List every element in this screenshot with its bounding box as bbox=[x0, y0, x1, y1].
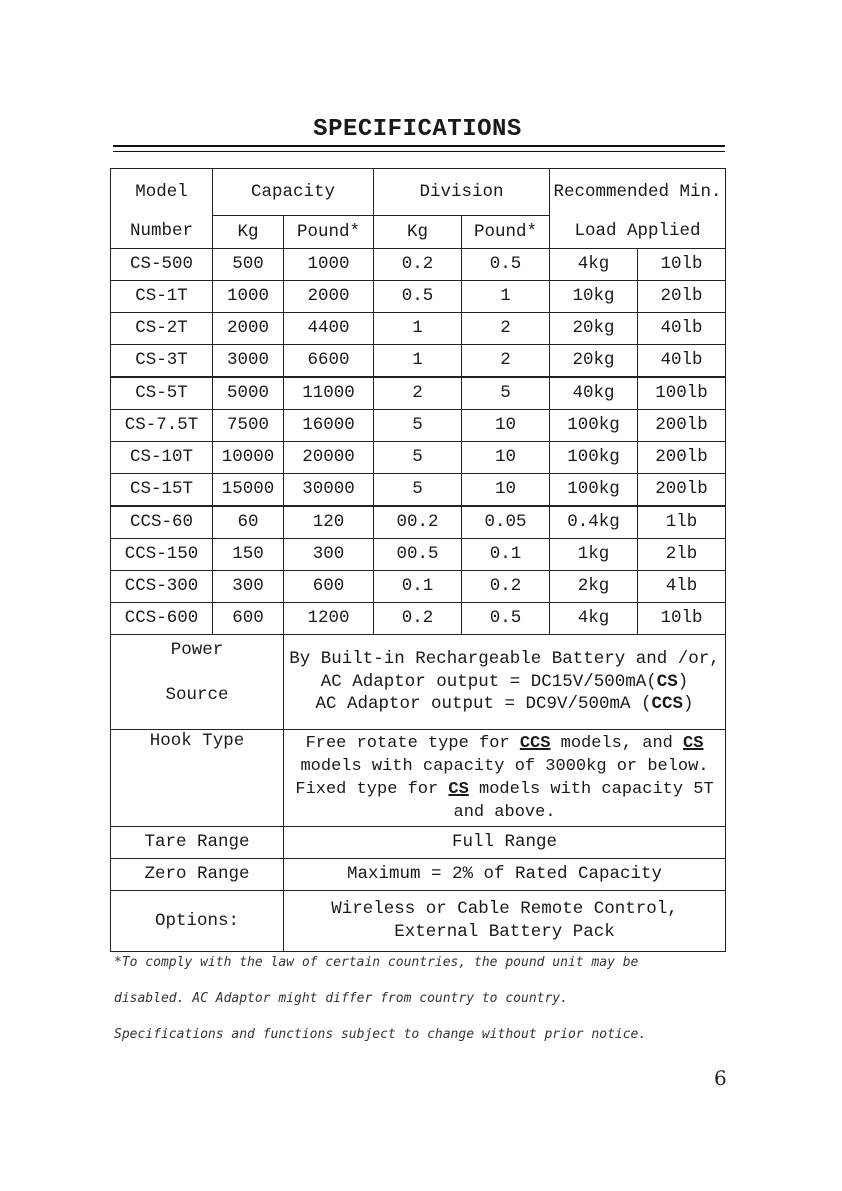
cell-capacity-pound: 2000 bbox=[284, 281, 374, 313]
cell-min-load-lb: 40lb bbox=[638, 345, 726, 378]
cell-min-load-kg: 100kg bbox=[550, 474, 638, 507]
footnote-line: *To comply with the law of certain countries, the pound unit may be bbox=[114, 955, 639, 970]
cell-division-kg: 0.5 bbox=[374, 281, 462, 313]
cell-min-load-kg: 100kg bbox=[550, 410, 638, 442]
cell-capacity-kg: 10000 bbox=[213, 442, 284, 474]
cell-min-load-lb: 4lb bbox=[638, 571, 726, 603]
title-rule-thin bbox=[113, 151, 725, 152]
cell-capacity-kg: 3000 bbox=[213, 345, 284, 378]
power-line-2: AC Adaptor output = DC15V/500mA(CS) bbox=[320, 671, 689, 692]
cell-capacity-pound: 300 bbox=[284, 539, 374, 571]
footnote-line: Specifications and functions subject to change without prior notice. bbox=[114, 1027, 647, 1042]
cell-division-pound: 2 bbox=[462, 313, 550, 345]
hook-type-value: Free rotate type for CCS models, and CS models with capacity of 3000kg or below. Fixed type for CS models with capacity 5T and above. bbox=[284, 730, 726, 827]
cell-division-pound: 0.05 bbox=[462, 506, 550, 539]
options-line-1: Wireless or Cable Remote Control, bbox=[331, 899, 678, 919]
cell-model: CCS-600 bbox=[111, 603, 213, 635]
header-capacity-kg: Kg bbox=[213, 216, 284, 249]
specifications-table bbox=[110, 168, 726, 952]
cell-division-kg: 5 bbox=[374, 410, 462, 442]
cell-capacity-pound: 1200 bbox=[284, 603, 374, 635]
cell-division-pound: 10 bbox=[462, 410, 550, 442]
cell-division-pound: 10 bbox=[462, 474, 550, 507]
title-rule-thick bbox=[113, 145, 725, 147]
table-row bbox=[111, 506, 726, 539]
table-row bbox=[111, 474, 726, 507]
power-source-label bbox=[111, 635, 284, 730]
options-label: Options: bbox=[111, 891, 284, 952]
cell-division-pound: 0.5 bbox=[462, 603, 550, 635]
cell-division-kg: 0.1 bbox=[374, 571, 462, 603]
table-row bbox=[111, 313, 726, 345]
page-number: 6 bbox=[714, 1066, 727, 1090]
cell-capacity-kg: 500 bbox=[213, 249, 284, 281]
cell-model: CS-500 bbox=[111, 249, 213, 281]
cell-min-load-lb: 10lb bbox=[638, 249, 726, 281]
power-source-value bbox=[284, 635, 726, 730]
header-capacity: Capacity bbox=[213, 169, 374, 216]
cell-min-load-lb: 20lb bbox=[638, 281, 726, 313]
cell-capacity-pound: 4400 bbox=[284, 313, 374, 345]
cell-division-pound: 0.1 bbox=[462, 539, 550, 571]
header-number: Number bbox=[111, 216, 213, 249]
cell-capacity-kg: 5000 bbox=[213, 377, 284, 410]
table-row bbox=[111, 539, 726, 571]
cell-model: CS-1T bbox=[111, 281, 213, 313]
cell-division-pound: 0.2 bbox=[462, 571, 550, 603]
options-line-2: External Battery Pack bbox=[394, 922, 615, 942]
header-recommended: Recommended Min. bbox=[550, 169, 726, 216]
table-row bbox=[111, 377, 726, 410]
power-line-3: AC Adaptor output = DC9V/500mA (CCS) bbox=[315, 694, 694, 715]
cell-division-kg: 2 bbox=[374, 377, 462, 410]
cell-division-pound: 0.5 bbox=[462, 249, 550, 281]
cell-capacity-pound: 120 bbox=[284, 506, 374, 539]
cell-capacity-kg: 7500 bbox=[213, 410, 284, 442]
header-row-2 bbox=[111, 216, 726, 249]
cell-min-load-kg: 1kg bbox=[550, 539, 638, 571]
header-row-1 bbox=[111, 169, 726, 216]
zero-range-value: Maximum = 2% of Rated Capacity bbox=[284, 859, 726, 891]
power-source-row bbox=[111, 635, 726, 730]
cell-division-kg: 0.2 bbox=[374, 249, 462, 281]
cell-division-pound: 10 bbox=[462, 442, 550, 474]
table-row bbox=[111, 281, 726, 313]
header-model: Model bbox=[111, 169, 213, 216]
cell-min-load-lb: 1lb bbox=[638, 506, 726, 539]
hook-type-label: Hook Type bbox=[111, 730, 284, 827]
cell-capacity-pound: 1000 bbox=[284, 249, 374, 281]
cell-division-kg: 00.5 bbox=[374, 539, 462, 571]
tare-range-row bbox=[111, 827, 726, 859]
cell-division-kg: 1 bbox=[374, 345, 462, 378]
cell-division-pound: 1 bbox=[462, 281, 550, 313]
zero-range-row bbox=[111, 859, 726, 891]
header-load-applied: Load Applied bbox=[550, 216, 726, 249]
cell-model: CS-3T bbox=[111, 345, 213, 378]
footnote-line: disabled. AC Adaptor might differ from country to country. bbox=[114, 991, 568, 1006]
cell-division-kg: 5 bbox=[374, 442, 462, 474]
cell-model: CS-7.5T bbox=[111, 410, 213, 442]
cell-division-kg: 0.2 bbox=[374, 603, 462, 635]
cell-model: CS-15T bbox=[111, 474, 213, 507]
cell-capacity-kg: 15000 bbox=[213, 474, 284, 507]
cell-model: CCS-60 bbox=[111, 506, 213, 539]
cell-min-load-lb: 200lb bbox=[638, 474, 726, 507]
header-division-kg: Kg bbox=[374, 216, 462, 249]
cell-division-kg: 1 bbox=[374, 313, 462, 345]
options-value bbox=[284, 891, 726, 952]
cell-min-load-lb: 200lb bbox=[638, 410, 726, 442]
power-line-1: By Built-in Rechargeable Battery and /or, bbox=[289, 649, 720, 670]
table-row bbox=[111, 571, 726, 603]
table-row bbox=[111, 345, 726, 378]
cell-capacity-pound: 6600 bbox=[284, 345, 374, 378]
cell-capacity-pound: 20000 bbox=[284, 442, 374, 474]
hook-type-row bbox=[111, 730, 726, 827]
footnotes bbox=[114, 954, 734, 1062]
cell-min-load-kg: 40kg bbox=[550, 377, 638, 410]
cell-model: CS-10T bbox=[111, 442, 213, 474]
cell-min-load-kg: 20kg bbox=[550, 313, 638, 345]
cell-capacity-kg: 1000 bbox=[213, 281, 284, 313]
cell-min-load-kg: 4kg bbox=[550, 603, 638, 635]
cell-division-pound: 2 bbox=[462, 345, 550, 378]
cell-min-load-lb: 10lb bbox=[638, 603, 726, 635]
cell-capacity-kg: 60 bbox=[213, 506, 284, 539]
table-row bbox=[111, 410, 726, 442]
cell-min-load-kg: 2kg bbox=[550, 571, 638, 603]
header-division-pound: Pound* bbox=[462, 216, 550, 249]
cell-model: CCS-150 bbox=[111, 539, 213, 571]
cell-capacity-kg: 600 bbox=[213, 603, 284, 635]
cell-capacity-kg: 2000 bbox=[213, 313, 284, 345]
cell-capacity-pound: 16000 bbox=[284, 410, 374, 442]
cell-min-load-lb: 40lb bbox=[638, 313, 726, 345]
zero-range-label: Zero Range bbox=[111, 859, 284, 891]
cell-division-pound: 5 bbox=[462, 377, 550, 410]
power-label-line-2: Source bbox=[165, 685, 229, 705]
cell-min-load-kg: 10kg bbox=[550, 281, 638, 313]
power-label-line-1: Power bbox=[170, 640, 224, 660]
cell-capacity-pound: 600 bbox=[284, 571, 374, 603]
cell-min-load-lb: 200lb bbox=[638, 442, 726, 474]
cell-model: CS-2T bbox=[111, 313, 213, 345]
tare-range-label: Tare Range bbox=[111, 827, 284, 859]
cell-min-load-kg: 0.4kg bbox=[550, 506, 638, 539]
cell-min-load-kg: 4kg bbox=[550, 249, 638, 281]
cell-capacity-pound: 30000 bbox=[284, 474, 374, 507]
cell-division-kg: 00.2 bbox=[374, 506, 462, 539]
cell-capacity-kg: 300 bbox=[213, 571, 284, 603]
header-division: Division bbox=[374, 169, 550, 216]
page-title: SPECIFICATIONS bbox=[313, 116, 522, 143]
cell-capacity-pound: 11000 bbox=[284, 377, 374, 410]
tare-range-value: Full Range bbox=[284, 827, 726, 859]
cell-min-load-lb: 2lb bbox=[638, 539, 726, 571]
table-row bbox=[111, 603, 726, 635]
cell-model: CS-5T bbox=[111, 377, 213, 410]
table-row bbox=[111, 249, 726, 281]
cell-model: CCS-300 bbox=[111, 571, 213, 603]
cell-min-load-kg: 100kg bbox=[550, 442, 638, 474]
table-row bbox=[111, 442, 726, 474]
cell-min-load-kg: 20kg bbox=[550, 345, 638, 378]
cell-capacity-kg: 150 bbox=[213, 539, 284, 571]
cell-division-kg: 5 bbox=[374, 474, 462, 507]
cell-min-load-lb: 100lb bbox=[638, 377, 726, 410]
options-row bbox=[111, 891, 726, 952]
header-capacity-pound: Pound* bbox=[284, 216, 374, 249]
